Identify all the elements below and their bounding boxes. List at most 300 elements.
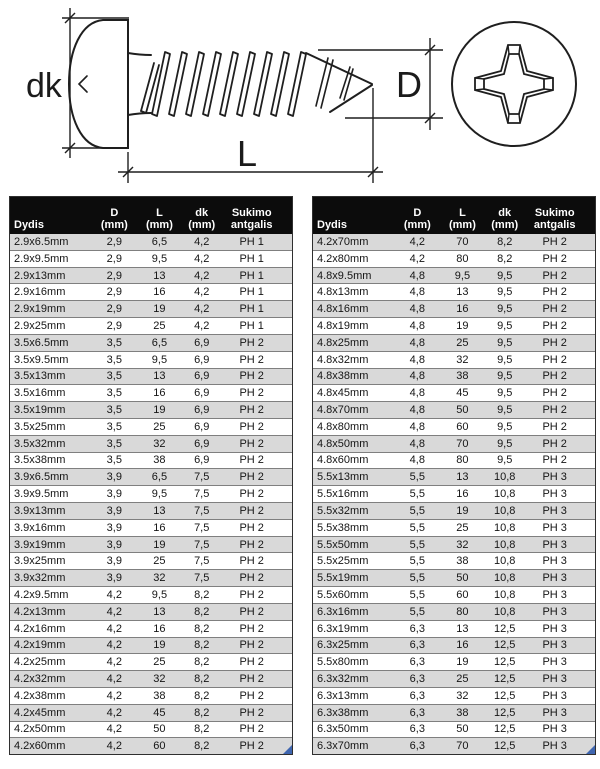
cell-d: 6,3 [409, 673, 425, 686]
cell-l: 32 [153, 437, 166, 450]
cell-size: 3.5x9.5mm [14, 353, 69, 366]
cell-l: 32 [153, 572, 166, 585]
screw-front-view [452, 22, 576, 146]
table-row [313, 468, 595, 485]
cell-drive: PH 2 [239, 572, 264, 585]
cell-dk: 4,2 [194, 303, 210, 316]
header-l-unit: (mm) [145, 219, 173, 231]
table-row [10, 401, 292, 418]
cell-dk: 8,2 [497, 235, 513, 248]
table-row [10, 435, 292, 452]
cell-dk: 10,8 [494, 572, 516, 585]
cell-l: 80 [456, 605, 469, 618]
header-drive-label2: antgalis [230, 219, 273, 231]
cell-d: 3,5 [106, 370, 122, 383]
table-row [10, 317, 292, 334]
cell-drive: PH 1 [239, 286, 264, 299]
cell-l: 16 [456, 488, 469, 501]
cell-l: 16 [456, 639, 469, 652]
cell-d: 6,3 [409, 656, 425, 669]
cell-size: 5.5x32mm [317, 504, 369, 517]
cell-drive: PH 2 [239, 370, 264, 383]
cell-drive: PH 2 [239, 353, 264, 366]
cell-dk: 10,8 [494, 471, 516, 484]
header-size-label: Dydis [14, 219, 44, 231]
table-row [10, 267, 292, 284]
cell-size: 2.9x16mm [14, 286, 66, 299]
cell-l: 32 [456, 538, 469, 551]
cell-drive: PH 2 [542, 420, 567, 433]
cell-drive: PH 3 [542, 605, 567, 618]
table-row [313, 569, 595, 586]
cell-size: 3.9x6.5mm [14, 471, 69, 484]
cell-l: 45 [456, 387, 469, 400]
cell-drive: PH 3 [542, 622, 567, 635]
cell-l: 16 [153, 622, 166, 635]
cell-l: 13 [153, 504, 166, 517]
cell-drive: PH 3 [542, 588, 567, 601]
cell-size: 6.3x38mm [317, 706, 369, 719]
cell-d: 3,9 [106, 538, 122, 551]
cell-d: 5,5 [409, 471, 425, 484]
cell-d: 5,5 [409, 488, 425, 501]
cell-size: 4.8x60mm [317, 454, 369, 467]
cell-dk: 8,2 [194, 605, 210, 618]
cell-l: 9,5 [454, 269, 471, 282]
cell-l: 6,5 [151, 235, 168, 248]
cell-size: 6.3x16mm [317, 605, 369, 618]
cell-size: 6.3x32mm [317, 673, 369, 686]
cell-d: 4,2 [106, 639, 122, 652]
cell-size: 4.8x13mm [317, 286, 369, 299]
cell-size: 3.5x13mm [14, 370, 66, 383]
cell-drive: PH 2 [239, 639, 264, 652]
cell-d: 3,5 [106, 336, 122, 349]
cell-d: 2,9 [106, 269, 122, 282]
cell-d: 4,2 [106, 656, 122, 669]
table-row [313, 351, 595, 368]
cell-size: 6.3x13mm [317, 689, 369, 702]
cell-size: 4.2x70mm [317, 235, 369, 248]
cell-d: 5,5 [409, 605, 425, 618]
table-row [10, 603, 292, 620]
cell-size: 2.9x6.5mm [14, 235, 69, 248]
cell-size: 5.5x16mm [317, 488, 369, 501]
cell-dk: 9,5 [497, 420, 513, 433]
cell-dk: 12,5 [494, 656, 516, 669]
cell-d: 4,2 [409, 252, 425, 265]
header-drive-label1: Sukimo [534, 207, 575, 219]
cell-drive: PH 2 [239, 689, 264, 702]
header-drive-label1: Sukimo [231, 207, 272, 219]
cell-drive: PH 3 [542, 488, 567, 501]
cell-size: 4.8x9.5mm [317, 269, 372, 282]
table-row [10, 234, 292, 250]
header-d-label: D [413, 207, 422, 219]
cell-l: 38 [456, 370, 469, 383]
cell-l: 25 [153, 319, 166, 332]
cell-size: 5.5x50mm [317, 538, 369, 551]
cell-d: 5,5 [409, 538, 425, 551]
cell-d: 4,2 [106, 622, 122, 635]
cell-l: 16 [153, 521, 166, 534]
table-row [313, 368, 595, 385]
cell-dk: 9,5 [497, 353, 513, 366]
spec-table-left [9, 196, 293, 755]
table-row [10, 368, 292, 385]
header-dk [485, 197, 524, 234]
cell-drive: PH 1 [239, 235, 264, 248]
cell-dk: 4,2 [194, 235, 210, 248]
cell-dk: 7,5 [194, 572, 210, 585]
cell-drive: PH 2 [239, 504, 264, 517]
header-dk-label: dk [498, 207, 512, 219]
cell-l: 38 [456, 555, 469, 568]
table-row [10, 687, 292, 704]
cell-drive: PH 2 [239, 471, 264, 484]
cell-d: 4,2 [106, 740, 122, 753]
cell-drive: PH 3 [542, 572, 567, 585]
cell-size: 3.5x38mm [14, 454, 66, 467]
table-row [10, 384, 292, 401]
cell-size: 4.8x45mm [317, 387, 369, 400]
cell-size: 5.5x60mm [317, 588, 369, 601]
table-header [313, 197, 595, 234]
cell-drive: PH 3 [542, 656, 567, 669]
header-dk-unit: (mm) [491, 219, 519, 231]
cell-d: 3,5 [106, 454, 122, 467]
table-row [313, 603, 595, 620]
cell-dk: 8,2 [194, 723, 210, 736]
cell-l: 16 [153, 387, 166, 400]
cell-l: 45 [153, 706, 166, 719]
table-row [10, 283, 292, 300]
table-row [313, 653, 595, 670]
cell-l: 13 [153, 605, 166, 618]
table-row [313, 586, 595, 603]
cell-l: 19 [456, 319, 469, 332]
cell-l: 6,5 [151, 336, 168, 349]
cell-dk: 9,5 [497, 387, 513, 400]
cell-size: 3.5x19mm [14, 404, 66, 417]
table-row [313, 452, 595, 469]
cell-size: 4.8x80mm [317, 420, 369, 433]
cell-drive: PH 1 [239, 269, 264, 282]
cell-l: 60 [153, 740, 166, 753]
cell-d: 4,8 [409, 437, 425, 450]
spec-tables [9, 196, 596, 755]
cell-d: 5,5 [409, 572, 425, 585]
cell-dk: 12,5 [494, 639, 516, 652]
header-d-unit: (mm) [100, 219, 128, 231]
cell-size: 4.2x60mm [14, 740, 66, 753]
cell-dk: 9,5 [497, 336, 513, 349]
cell-drive: PH 2 [542, 387, 567, 400]
cell-l: 70 [456, 235, 469, 248]
phillips-recess-icon [475, 45, 553, 123]
cell-drive: PH 3 [542, 504, 567, 517]
table-row [10, 351, 292, 368]
cell-l: 38 [456, 706, 469, 719]
table-row [313, 300, 595, 317]
cell-size: 5.5x13mm [317, 471, 369, 484]
cell-l: 70 [456, 740, 469, 753]
table-row [10, 468, 292, 485]
cell-drive: PH 2 [542, 269, 567, 282]
table-row [313, 384, 595, 401]
cell-d: 4,2 [106, 689, 122, 702]
table-row [10, 737, 292, 754]
table-row [313, 552, 595, 569]
table-row [10, 569, 292, 586]
cell-size: 4.8x70mm [317, 404, 369, 417]
cell-size: 3.9x9.5mm [14, 488, 69, 501]
cell-size: 4.2x38mm [14, 689, 66, 702]
cell-dk: 9,5 [497, 303, 513, 316]
cell-drive: PH 2 [239, 605, 264, 618]
cell-drive: PH 2 [239, 404, 264, 417]
cell-size: 4.2x80mm [317, 252, 369, 265]
cell-dk: 9,5 [497, 319, 513, 332]
table-row [313, 704, 595, 721]
cell-size: 6.3x50mm [317, 723, 369, 736]
cell-dk: 8,2 [194, 622, 210, 635]
cell-d: 5,5 [409, 588, 425, 601]
header-d-label: D [110, 207, 119, 219]
cell-drive: PH 3 [542, 555, 567, 568]
cell-size: 4.2x19mm [14, 639, 66, 652]
cell-l: 32 [456, 353, 469, 366]
cell-dk: 7,5 [194, 488, 210, 501]
cell-drive: PH 2 [542, 235, 567, 248]
spec-table-right [312, 196, 596, 755]
header-l [137, 197, 182, 234]
cell-d: 2,9 [106, 235, 122, 248]
cell-size: 3.5x25mm [14, 420, 66, 433]
cell-size: 4.2x32mm [14, 673, 66, 686]
cell-dk: 7,5 [194, 538, 210, 551]
cell-l: 38 [153, 689, 166, 702]
table-row [10, 536, 292, 553]
table-row [313, 418, 595, 435]
table-row [10, 670, 292, 687]
cell-l: 9,5 [151, 488, 168, 501]
cell-drive: PH 2 [239, 454, 264, 467]
cell-l: 60 [456, 420, 469, 433]
cell-d: 4,8 [409, 404, 425, 417]
table-row [313, 267, 595, 284]
table-row [10, 452, 292, 469]
table-header [10, 197, 292, 234]
cell-drive: PH 2 [542, 319, 567, 332]
cell-drive: PH 2 [239, 555, 264, 568]
cell-l: 25 [456, 521, 469, 534]
cell-drive: PH 3 [542, 723, 567, 736]
header-d [92, 197, 137, 234]
corner-marker-icon [283, 745, 292, 754]
table-row [10, 519, 292, 536]
cell-l: 9,5 [151, 588, 168, 601]
cell-d: 3,5 [106, 353, 122, 366]
cell-drive: PH 2 [239, 656, 264, 669]
cell-l: 6,5 [151, 471, 168, 484]
cell-drive: PH 3 [542, 538, 567, 551]
cell-drive: PH 2 [542, 454, 567, 467]
length-label: L [236, 133, 258, 174]
cell-d: 6,3 [409, 622, 425, 635]
cell-drive: PH 3 [542, 689, 567, 702]
cell-dk: 9,5 [497, 404, 513, 417]
cell-size: 4.2x13mm [14, 605, 66, 618]
cell-l: 50 [456, 404, 469, 417]
dk-dimension [62, 8, 129, 158]
table-row [313, 637, 595, 654]
cell-dk: 8,2 [194, 689, 210, 702]
cell-size: 4.8x32mm [317, 353, 369, 366]
cell-size: 2.9x25mm [14, 319, 66, 332]
cell-d: 6,3 [409, 740, 425, 753]
table-row [10, 704, 292, 721]
header-d [395, 197, 440, 234]
cell-drive: PH 2 [542, 370, 567, 383]
cell-dk: 6,9 [194, 353, 210, 366]
header-size [313, 197, 395, 234]
cell-d: 4,8 [409, 370, 425, 383]
cell-size: 3.9x13mm [14, 504, 66, 517]
cell-l: 13 [456, 471, 469, 484]
cell-l: 25 [153, 656, 166, 669]
cell-d: 4,2 [106, 706, 122, 719]
cell-d: 6,3 [409, 723, 425, 736]
cell-d: 3,5 [106, 420, 122, 433]
cell-d: 5,5 [409, 504, 425, 517]
cell-dk: 4,2 [194, 269, 210, 282]
cell-dk: 12,5 [494, 740, 516, 753]
table-row [10, 334, 292, 351]
cell-drive: PH 2 [239, 538, 264, 551]
table-body [10, 234, 292, 754]
cell-dk: 7,5 [194, 471, 210, 484]
cell-l: 16 [153, 286, 166, 299]
cell-drive: PH 1 [239, 252, 264, 265]
table-row [313, 620, 595, 637]
cell-dk: 12,5 [494, 622, 516, 635]
table-row [313, 435, 595, 452]
cell-d: 4,2 [106, 723, 122, 736]
cell-size: 3.9x25mm [14, 555, 66, 568]
cell-size: 4.2x25mm [14, 656, 66, 669]
cell-dk: 12,5 [494, 723, 516, 736]
cell-l: 80 [456, 454, 469, 467]
cell-size: 3.9x16mm [14, 521, 66, 534]
cell-dk: 10,8 [494, 555, 516, 568]
cell-drive: PH 3 [542, 740, 567, 753]
cell-size: 6.3x70mm [317, 740, 369, 753]
cell-d: 5,5 [409, 555, 425, 568]
cell-l: 19 [456, 504, 469, 517]
cell-dk: 6,9 [194, 387, 210, 400]
cell-dk: 4,2 [194, 286, 210, 299]
header-size [10, 197, 92, 234]
cell-d: 3,9 [106, 572, 122, 585]
table-row [10, 300, 292, 317]
cell-drive: PH 2 [239, 336, 264, 349]
cell-d: 3,9 [106, 555, 122, 568]
cell-drive: PH 2 [542, 404, 567, 417]
table-row [313, 721, 595, 738]
thread-pattern [152, 52, 306, 116]
cell-dk: 4,2 [194, 252, 210, 265]
cell-size: 4.8x38mm [317, 370, 369, 383]
cell-drive: PH 2 [239, 420, 264, 433]
cell-l: 9,5 [151, 353, 168, 366]
cell-drive: PH 2 [239, 706, 264, 719]
cell-d: 3,9 [106, 488, 122, 501]
cell-dk: 8,2 [194, 706, 210, 719]
cell-l: 25 [456, 673, 469, 686]
cell-size: 3.5x32mm [14, 437, 66, 450]
cell-d: 2,9 [106, 319, 122, 332]
cell-size: 6.3x25mm [317, 639, 369, 652]
cell-l: 32 [456, 689, 469, 702]
cell-dk: 10,8 [494, 605, 516, 618]
table-row [313, 737, 595, 754]
cell-l: 25 [153, 555, 166, 568]
cell-size: 3.9x32mm [14, 572, 66, 585]
cell-dk: 6,9 [194, 420, 210, 433]
table-row [313, 317, 595, 334]
cell-size: 3.5x6.5mm [14, 336, 69, 349]
cell-dk: 10,8 [494, 521, 516, 534]
cell-d: 3,9 [106, 504, 122, 517]
cell-d: 3,5 [106, 404, 122, 417]
table-row [313, 687, 595, 704]
header-l-unit: (mm) [448, 219, 476, 231]
table-row [313, 536, 595, 553]
d-dimension [318, 38, 443, 130]
cell-size: 3.9x19mm [14, 538, 66, 551]
cell-dk: 9,5 [497, 269, 513, 282]
cell-size: 4.8x19mm [317, 319, 369, 332]
cell-drive: PH 2 [239, 437, 264, 450]
cell-d: 4,8 [409, 286, 425, 299]
cell-dk: 9,5 [497, 370, 513, 383]
header-drive [524, 197, 595, 234]
cell-drive: PH 2 [239, 740, 264, 753]
cell-l: 25 [153, 420, 166, 433]
table-row [10, 620, 292, 637]
cell-dk: 9,5 [497, 286, 513, 299]
cell-d: 2,9 [106, 286, 122, 299]
cell-l: 38 [153, 454, 166, 467]
table-row [313, 519, 595, 536]
table-row [10, 721, 292, 738]
cell-d: 4,8 [409, 269, 425, 282]
cell-d: 3,5 [106, 437, 122, 450]
cell-drive: PH 2 [239, 521, 264, 534]
cell-l: 16 [456, 303, 469, 316]
cell-d: 4,8 [409, 303, 425, 316]
cell-d: 3,9 [106, 471, 122, 484]
cell-drive: PH 2 [239, 673, 264, 686]
cell-d: 2,9 [106, 303, 122, 316]
table-row [10, 552, 292, 569]
cell-dk: 4,2 [194, 319, 210, 332]
cell-d: 3,9 [106, 521, 122, 534]
header-l-label: L [156, 207, 163, 219]
cell-l: 19 [456, 656, 469, 669]
table-row [10, 418, 292, 435]
